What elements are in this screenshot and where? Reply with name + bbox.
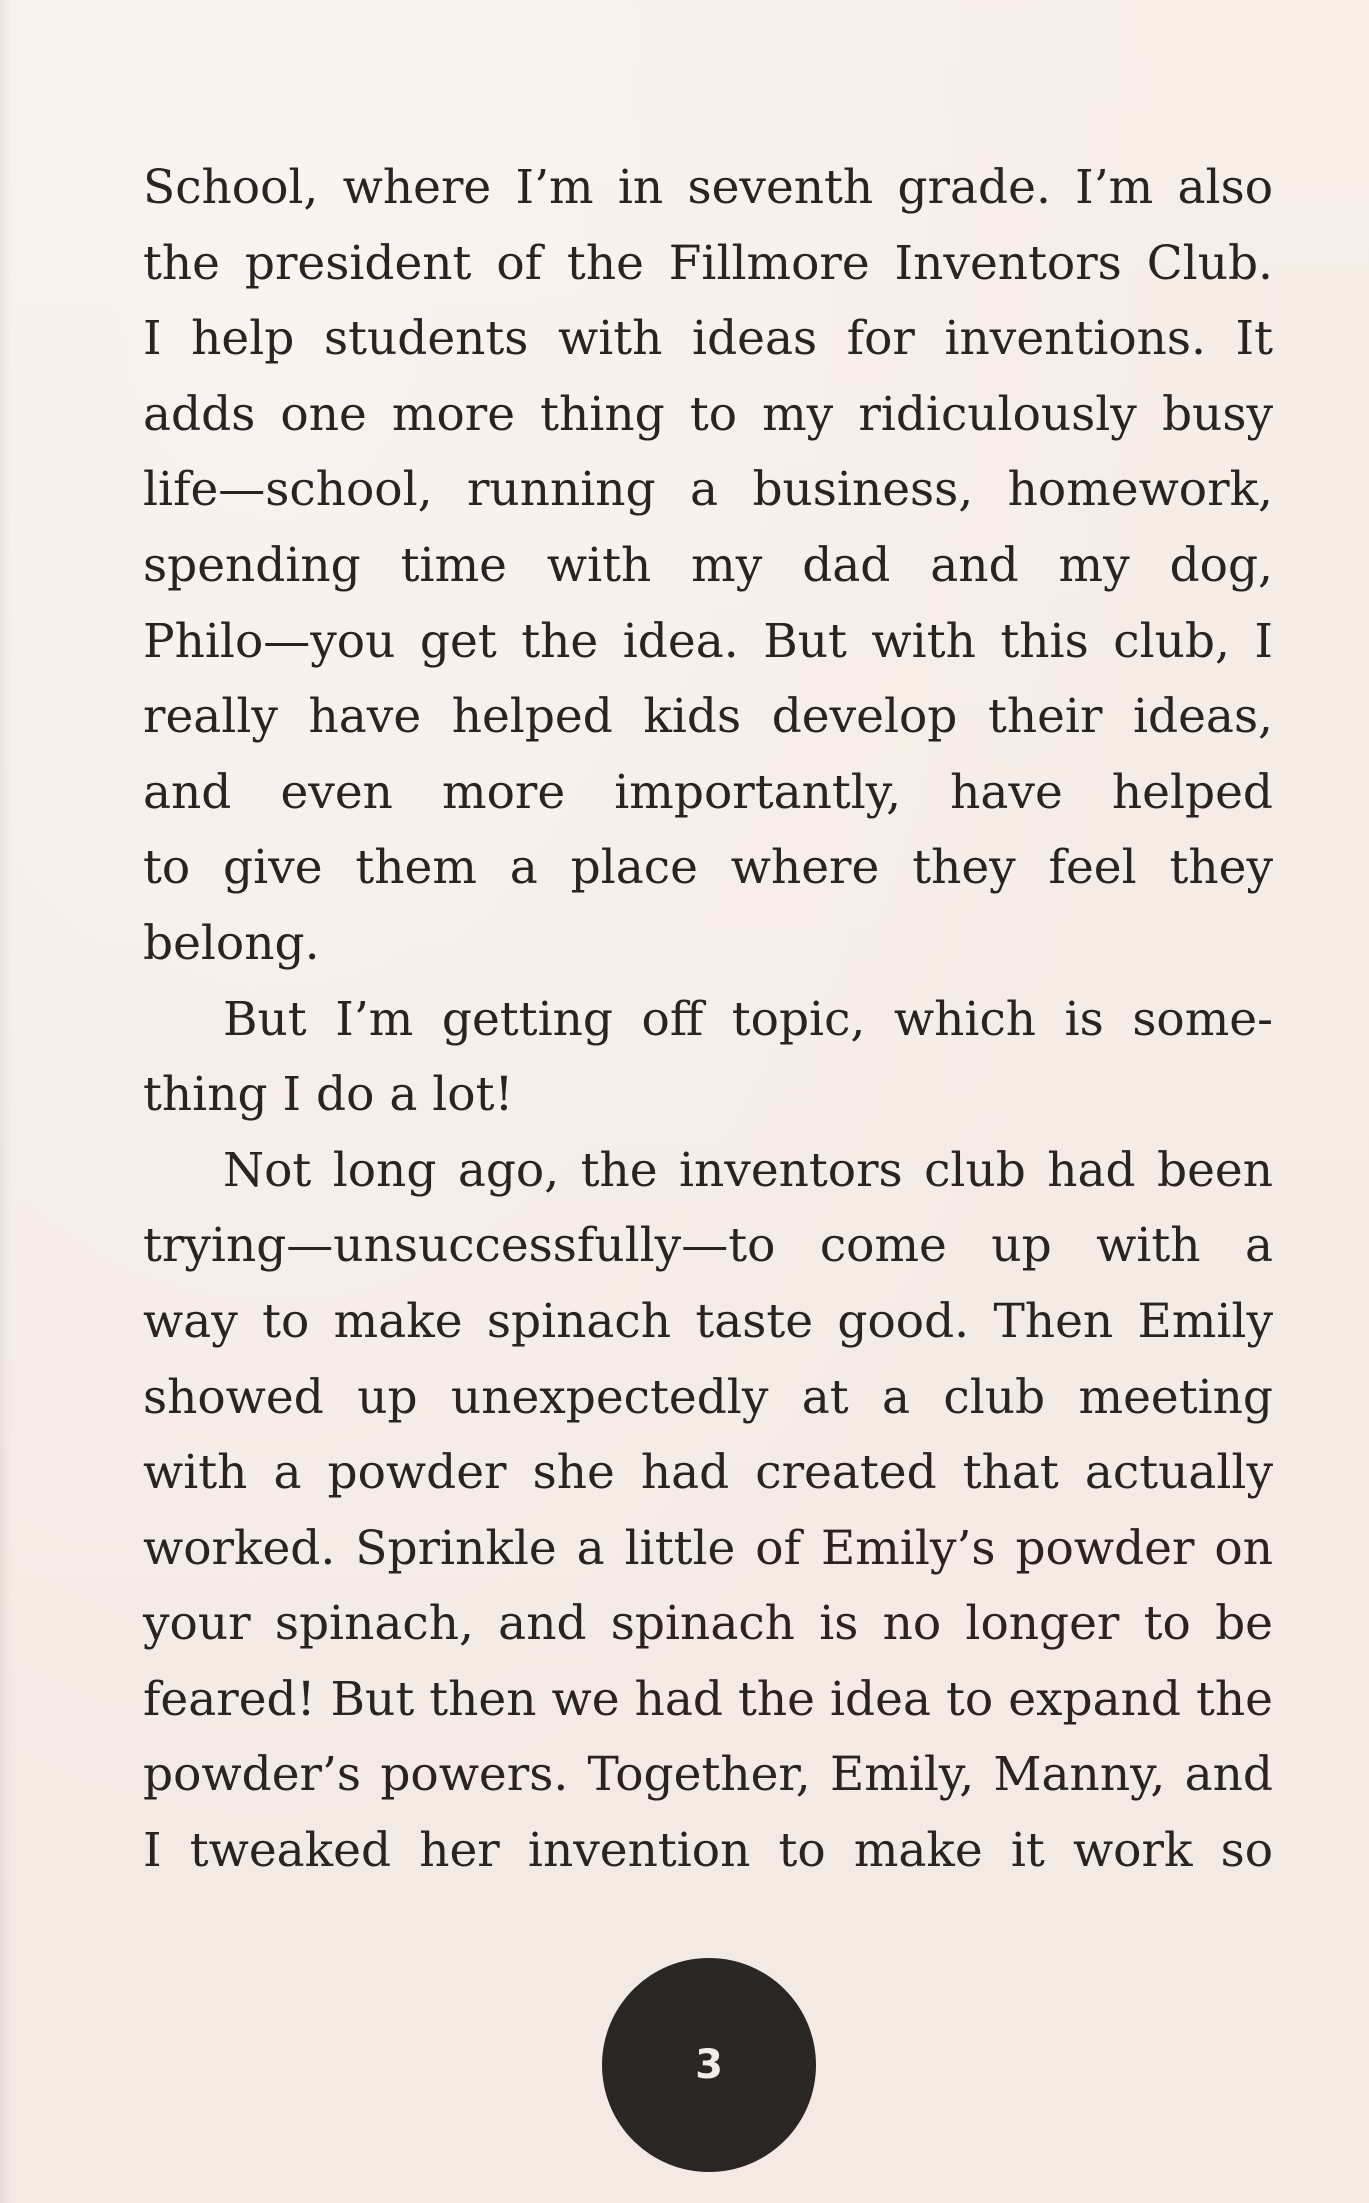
text-line: Philo—you get the idea. But with this club, I	[143, 613, 1273, 669]
text-line: powder’s powers. Together, Emily, Manny, and	[143, 1747, 1273, 1803]
page-number-badge	[602, 1958, 816, 2172]
text-line: belong.	[143, 915, 320, 971]
text-line: trying—unsuccessfully—to come up with a	[143, 1218, 1273, 1274]
text-line: adds one more thing to my ridiculously busy	[143, 386, 1273, 442]
text-line: thing I do a lot!	[143, 1067, 514, 1123]
text-line: But I’m getting off topic, which is some-	[223, 991, 1273, 1047]
text-line: really have helped kids develop their ideas,	[143, 689, 1273, 745]
text-line: School, where I’m in seventh grade. I’m also	[143, 160, 1273, 215]
text-line: spending time with my dad and my dog,	[143, 537, 1273, 593]
text-line: to give them a place where they feel they	[143, 840, 1273, 896]
text-line: feared! But then we had the idea to expand the	[143, 1671, 1273, 1727]
text-line: showed up unexpectedly at a club meeting	[143, 1369, 1273, 1425]
text-line: with a powder she had created that actually	[143, 1445, 1273, 1501]
text-line: and even more importantly, have helped	[143, 764, 1273, 820]
text-line: the president of the Fillmore Inventors Club.	[143, 235, 1273, 291]
text-line: life—school, running a business, homework,	[143, 462, 1273, 518]
text-line: I tweaked her invention to make it work so	[143, 1823, 1273, 1879]
text-line: your spinach, and spinach is no longer to be	[143, 1596, 1273, 1652]
page-edge-shadow	[0, 0, 12, 2203]
body-text	[143, 150, 1273, 1889]
text-line: Not long ago, the inventors club had been	[223, 1142, 1273, 1198]
text-line: worked. Sprinkle a little of Emily’s powder on	[143, 1520, 1273, 1576]
text-line: I help students with ideas for inventions. It	[143, 311, 1273, 367]
text-line: way to make spinach taste good. Then Emily	[143, 1293, 1273, 1349]
page-number: 3	[695, 2042, 723, 2088]
